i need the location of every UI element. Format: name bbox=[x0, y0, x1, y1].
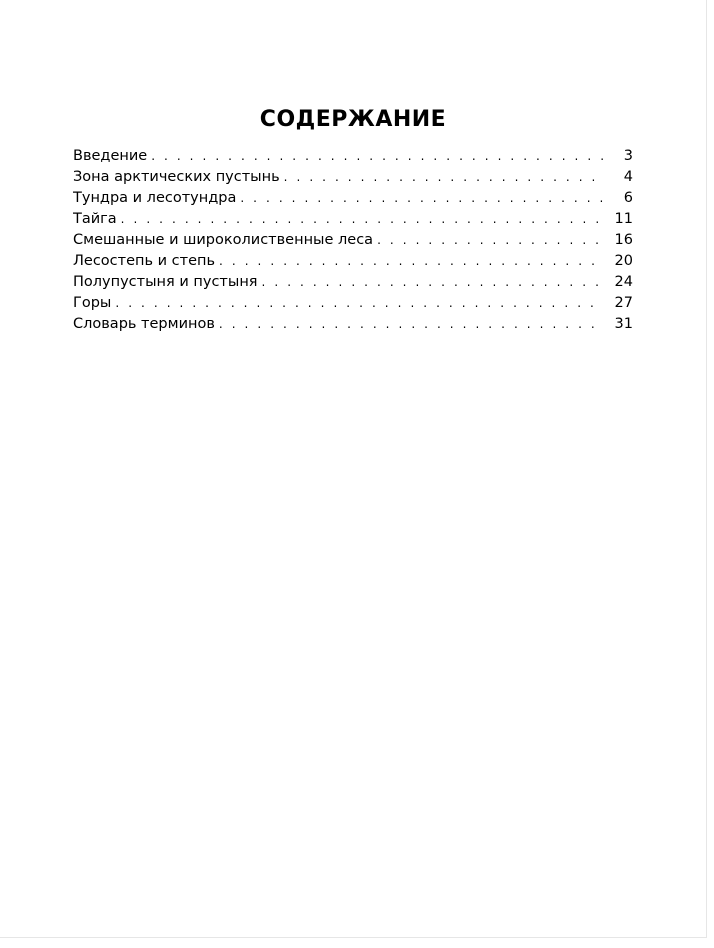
toc-entry bbox=[73, 146, 633, 167]
toc-entry bbox=[73, 230, 633, 251]
toc-dot-leader bbox=[115, 293, 603, 314]
toc-entry-title: Зона арктических пустынь bbox=[73, 169, 280, 185]
toc-entry-title: Словарь терминов bbox=[73, 316, 215, 332]
toc-entry-title: Введение bbox=[73, 148, 148, 164]
toc-page-number: 6 bbox=[623, 190, 633, 206]
toc-entry-title: Смешанные и широколиственные леса bbox=[73, 232, 374, 248]
toc-dot-leader bbox=[219, 314, 603, 335]
toc-entry bbox=[73, 272, 633, 293]
toc-dot-leader bbox=[219, 251, 603, 272]
toc-dot-leader bbox=[262, 272, 603, 293]
toc-dot-leader bbox=[377, 230, 603, 251]
toc-dot-leader bbox=[284, 167, 603, 188]
toc-page-number: 3 bbox=[623, 148, 633, 164]
toc-page-number: 24 bbox=[614, 274, 633, 290]
toc-dot-leader bbox=[151, 146, 603, 167]
table-of-contents bbox=[73, 146, 633, 335]
toc-entry bbox=[73, 188, 633, 209]
toc-page-number: 31 bbox=[614, 316, 633, 332]
toc-page-number: 20 bbox=[614, 253, 633, 269]
toc-entry bbox=[73, 209, 633, 230]
toc-page-number: 4 bbox=[623, 169, 633, 185]
toc-dot-leader bbox=[240, 188, 603, 209]
toc-page-number: 16 bbox=[614, 232, 633, 248]
page-title: СОДЕРЖАНИЕ bbox=[259, 107, 447, 132]
toc-entry bbox=[73, 167, 633, 188]
toc-entry-title: Лесостепь и степь bbox=[73, 253, 216, 269]
toc-entry-title: Тайга bbox=[73, 211, 117, 227]
toc-entry-title: Горы bbox=[73, 295, 112, 311]
toc-page-number: 11 bbox=[614, 211, 633, 227]
toc-entry-title: Полупустыня и пустыня bbox=[73, 274, 258, 290]
toc-entry bbox=[73, 293, 633, 314]
toc-dot-leader bbox=[121, 209, 603, 230]
toc-entry bbox=[73, 314, 633, 335]
toc-page-number: 27 bbox=[614, 295, 633, 311]
toc-entry bbox=[73, 251, 633, 272]
toc-entry-title: Тундра и лесотундра bbox=[73, 190, 237, 206]
